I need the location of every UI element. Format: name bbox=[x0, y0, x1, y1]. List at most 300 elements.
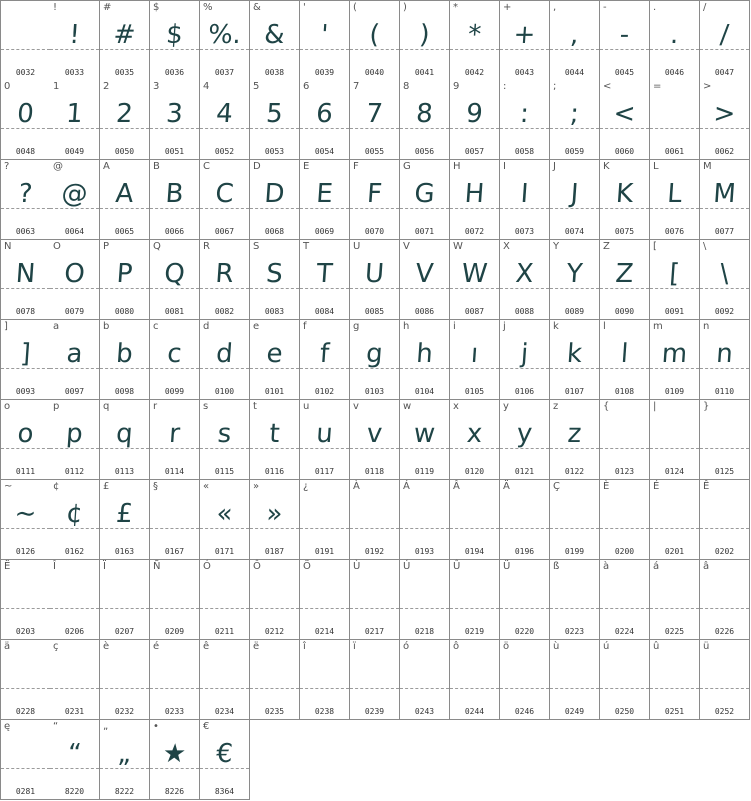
character-label: § bbox=[153, 481, 158, 492]
glyph-cell bbox=[100, 560, 150, 640]
character-code: 8222 bbox=[114, 787, 135, 796]
glyph-cell bbox=[450, 80, 500, 160]
baseline-guide bbox=[650, 528, 699, 529]
glyph-sample: [ bbox=[668, 259, 681, 289]
character-code: 0037 bbox=[214, 68, 235, 77]
character-code: 0080 bbox=[114, 307, 135, 316]
glyph-cell bbox=[100, 240, 150, 320]
glyph-cell bbox=[450, 240, 500, 320]
glyph-cell bbox=[0, 0, 51, 81]
character-code: 0123 bbox=[614, 467, 635, 476]
glyph-cell bbox=[650, 400, 700, 480]
glyph-cell bbox=[50, 0, 100, 81]
glyph-cell bbox=[50, 240, 100, 320]
glyph-sample: 1 bbox=[65, 99, 84, 129]
character-label: ï bbox=[353, 641, 356, 652]
character-label: Z bbox=[603, 241, 610, 252]
character-label: B bbox=[153, 161, 160, 172]
glyph-sample: ~ bbox=[13, 499, 38, 529]
character-code: 0073 bbox=[514, 227, 535, 236]
character-label: + bbox=[503, 2, 512, 13]
glyph-cell bbox=[500, 560, 550, 640]
character-code: 0067 bbox=[214, 227, 235, 236]
character-code: 8220 bbox=[64, 787, 85, 796]
glyph-cell bbox=[300, 480, 350, 560]
glyph-sample: n bbox=[715, 339, 734, 369]
baseline-guide bbox=[1, 768, 50, 769]
character-label: ( bbox=[353, 2, 357, 13]
glyph-cell bbox=[650, 160, 700, 240]
baseline-guide bbox=[400, 528, 449, 529]
character-code: 0082 bbox=[214, 307, 235, 316]
glyph-sample: » bbox=[265, 499, 284, 529]
character-code: 0045 bbox=[614, 68, 635, 77]
character-code: 0042 bbox=[464, 68, 485, 77]
glyph-sample: G bbox=[413, 179, 436, 209]
glyph-sample: / bbox=[719, 20, 730, 50]
character-label: ę bbox=[4, 721, 11, 732]
glyph-cell bbox=[0, 720, 51, 800]
glyph-cell bbox=[550, 320, 600, 400]
glyph-sample: ) bbox=[418, 20, 431, 50]
character-code: 0232 bbox=[114, 707, 135, 716]
character-code: 0072 bbox=[464, 227, 485, 236]
glyph-cell bbox=[350, 640, 400, 720]
character-label: ~ bbox=[4, 481, 13, 492]
character-code: 0093 bbox=[15, 387, 36, 396]
character-label: O bbox=[53, 241, 61, 252]
character-label: ü bbox=[703, 641, 710, 652]
glyph-sample: Z bbox=[614, 259, 635, 289]
character-code: 0076 bbox=[664, 227, 685, 236]
glyph-cell bbox=[500, 480, 550, 560]
glyph-cell bbox=[300, 80, 350, 160]
character-label: 5 bbox=[253, 81, 260, 92]
glyph-cell bbox=[300, 160, 350, 240]
baseline-guide bbox=[550, 528, 599, 529]
baseline-guide bbox=[700, 528, 749, 529]
glyph-cell bbox=[600, 80, 650, 160]
glyph-sample: U bbox=[363, 259, 386, 289]
glyph-cell bbox=[600, 320, 650, 400]
character-code: 0243 bbox=[414, 707, 435, 716]
glyph-sample: f bbox=[318, 339, 331, 369]
glyph-cell bbox=[250, 640, 300, 720]
character-code: 0114 bbox=[164, 467, 185, 476]
glyph-cell bbox=[300, 560, 350, 640]
glyph-cell bbox=[150, 480, 200, 560]
character-label: Ú bbox=[403, 561, 411, 572]
baseline-guide bbox=[350, 528, 399, 529]
glyph-sample: l bbox=[619, 339, 630, 369]
glyph-cell bbox=[500, 0, 550, 81]
character-label: ç bbox=[53, 641, 59, 652]
glyph-cell bbox=[150, 240, 200, 320]
glyph-cell bbox=[50, 560, 100, 640]
character-code: 0211 bbox=[214, 627, 235, 636]
character-label: á bbox=[653, 561, 660, 572]
glyph-cell bbox=[150, 0, 200, 81]
glyph-cell bbox=[350, 240, 400, 320]
character-code: 0098 bbox=[114, 387, 135, 396]
glyph-cell bbox=[200, 160, 250, 240]
glyph-sample: # bbox=[112, 20, 137, 50]
character-code: 0069 bbox=[314, 227, 335, 236]
character-label: Á bbox=[403, 481, 410, 492]
character-code: 0103 bbox=[364, 387, 385, 396]
glyph-cell bbox=[300, 400, 350, 480]
glyph-sample: + bbox=[512, 20, 537, 50]
glyph-sample: h bbox=[415, 339, 434, 369]
character-label: Ç bbox=[553, 481, 560, 492]
character-code: 0214 bbox=[314, 627, 335, 636]
glyph-sample: k bbox=[565, 339, 584, 369]
glyph-cell bbox=[300, 0, 350, 81]
glyph-cell bbox=[250, 160, 300, 240]
character-code: 0092 bbox=[714, 307, 735, 316]
character-label: » bbox=[253, 481, 260, 492]
baseline-guide bbox=[1, 49, 50, 50]
character-code: 0163 bbox=[114, 547, 135, 556]
glyph-cell bbox=[250, 560, 300, 640]
character-label: Î bbox=[53, 561, 56, 572]
character-code: 0111 bbox=[15, 467, 36, 476]
character-label: ú bbox=[603, 641, 610, 652]
character-code: 0091 bbox=[664, 307, 685, 316]
baseline-guide bbox=[300, 528, 349, 529]
character-code: 0046 bbox=[664, 68, 685, 77]
baseline-guide bbox=[100, 608, 149, 609]
glyph-sample: ı bbox=[469, 339, 480, 369]
glyph-cell bbox=[0, 640, 51, 720]
glyph-cell bbox=[200, 240, 250, 320]
glyph-cell bbox=[250, 480, 300, 560]
character-label: 8 bbox=[403, 81, 410, 92]
character-label: 2 bbox=[103, 81, 110, 92]
glyph-sample: I bbox=[519, 179, 530, 209]
character-label: v bbox=[353, 401, 359, 412]
character-code: 0084 bbox=[314, 307, 335, 316]
character-code: 0200 bbox=[614, 547, 635, 556]
character-code: 0104 bbox=[414, 387, 435, 396]
baseline-guide bbox=[300, 608, 349, 609]
character-code: 0102 bbox=[314, 387, 335, 396]
glyph-sample: M bbox=[712, 179, 737, 209]
glyph-sample: « bbox=[215, 499, 234, 529]
character-label: t bbox=[253, 401, 257, 412]
glyph-cell bbox=[550, 480, 600, 560]
character-code: 0217 bbox=[364, 627, 385, 636]
character-label: n bbox=[703, 321, 710, 332]
character-code: 0206 bbox=[64, 627, 85, 636]
glyph-sample: N bbox=[14, 259, 37, 289]
character-label: « bbox=[203, 481, 210, 492]
character-label: ö bbox=[503, 641, 510, 652]
baseline-guide bbox=[450, 528, 499, 529]
character-code: 0118 bbox=[364, 467, 385, 476]
character-code: 0109 bbox=[664, 387, 685, 396]
character-code: 0068 bbox=[264, 227, 285, 236]
character-code: 0194 bbox=[464, 547, 485, 556]
glyph-cell bbox=[100, 640, 150, 720]
character-code: 0086 bbox=[414, 307, 435, 316]
character-label: 6 bbox=[303, 81, 310, 92]
character-label: $ bbox=[153, 2, 160, 13]
character-code: 0187 bbox=[264, 547, 285, 556]
character-label: W bbox=[453, 241, 463, 252]
glyph-cell bbox=[0, 400, 51, 480]
character-code: 0058 bbox=[514, 147, 535, 156]
baseline-guide bbox=[300, 688, 349, 689]
character-code: 0124 bbox=[664, 467, 685, 476]
character-label: û bbox=[653, 641, 660, 652]
character-label: s bbox=[203, 401, 209, 412]
glyph-sample: C bbox=[214, 179, 235, 209]
character-code: 0083 bbox=[264, 307, 285, 316]
baseline-guide bbox=[650, 608, 699, 609]
character-code: 0235 bbox=[264, 707, 285, 716]
baseline-guide bbox=[250, 608, 299, 609]
glyph-cell bbox=[700, 560, 750, 640]
character-code: 0088 bbox=[514, 307, 535, 316]
character-label: Ñ bbox=[153, 561, 161, 572]
character-label: V bbox=[403, 241, 410, 252]
character-label: 7 bbox=[353, 81, 360, 92]
character-code: 8364 bbox=[214, 787, 235, 796]
glyph-sample: < bbox=[612, 99, 637, 129]
character-label: Y bbox=[553, 241, 560, 252]
character-code: 0071 bbox=[414, 227, 435, 236]
character-code: 0074 bbox=[564, 227, 585, 236]
glyph-cell bbox=[400, 160, 450, 240]
glyph-cell bbox=[0, 80, 51, 160]
character-label: a bbox=[53, 321, 60, 332]
baseline-guide bbox=[600, 608, 649, 609]
character-code: 0224 bbox=[614, 627, 635, 636]
character-label: . bbox=[653, 2, 657, 13]
glyph-sample: 7 bbox=[365, 99, 384, 129]
character-code: 0099 bbox=[164, 387, 185, 396]
glyph-cell bbox=[150, 320, 200, 400]
glyph-sample: m bbox=[660, 339, 689, 369]
baseline-guide bbox=[250, 688, 299, 689]
character-label: à bbox=[603, 561, 610, 572]
glyph-sample: q bbox=[115, 419, 134, 449]
glyph-cell bbox=[350, 160, 400, 240]
glyph-cell bbox=[100, 80, 150, 160]
character-label: “ bbox=[53, 721, 59, 732]
glyph-sample: - bbox=[618, 20, 631, 50]
character-code: 0250 bbox=[614, 707, 635, 716]
glyph-sample: S bbox=[265, 259, 284, 289]
character-code: 0048 bbox=[15, 147, 36, 156]
character-code: 0051 bbox=[164, 147, 185, 156]
character-code: 0121 bbox=[514, 467, 535, 476]
character-label: Ë bbox=[4, 561, 11, 572]
glyph-cell bbox=[700, 0, 750, 81]
glyph-cell bbox=[350, 400, 400, 480]
character-label: / bbox=[703, 2, 707, 13]
baseline-guide bbox=[500, 528, 549, 529]
character-label: , bbox=[553, 2, 557, 13]
glyph-cell bbox=[200, 400, 250, 480]
glyph-cell bbox=[350, 560, 400, 640]
character-label: > bbox=[703, 81, 712, 92]
glyph-cell bbox=[200, 80, 250, 160]
character-code: 0113 bbox=[114, 467, 135, 476]
glyph-cell bbox=[450, 480, 500, 560]
glyph-sample: z bbox=[566, 419, 583, 449]
character-label: y bbox=[503, 401, 509, 412]
glyph-sample: 6 bbox=[315, 99, 334, 129]
glyph-sample: H bbox=[463, 179, 486, 209]
glyph-cell bbox=[450, 400, 500, 480]
character-label: A bbox=[103, 161, 110, 172]
character-code: 0220 bbox=[514, 627, 535, 636]
glyph-sample: € bbox=[215, 739, 234, 769]
character-label: G bbox=[403, 161, 411, 172]
character-label: ä bbox=[4, 641, 11, 652]
glyph-sample: 8 bbox=[415, 99, 434, 129]
glyph-cell bbox=[200, 720, 250, 800]
character-label: H bbox=[453, 161, 461, 172]
character-code: 0052 bbox=[214, 147, 235, 156]
glyph-sample: w bbox=[412, 419, 437, 449]
glyph-sample: R bbox=[214, 259, 235, 289]
character-code: 0162 bbox=[64, 547, 85, 556]
baseline-guide bbox=[650, 448, 699, 449]
glyph-sample: ¢ bbox=[65, 499, 84, 529]
character-label: Ê bbox=[703, 481, 710, 492]
character-label: U bbox=[353, 241, 361, 252]
character-code: 0226 bbox=[714, 627, 735, 636]
character-code: 0115 bbox=[214, 467, 235, 476]
glyph-sample: 9 bbox=[465, 99, 484, 129]
glyph-sample: ★ bbox=[161, 739, 188, 769]
glyph-cell bbox=[50, 640, 100, 720]
glyph-sample: B bbox=[164, 179, 185, 209]
character-label: * bbox=[453, 2, 458, 13]
baseline-guide bbox=[1, 608, 50, 609]
character-code: 0223 bbox=[564, 627, 585, 636]
character-code: 0219 bbox=[464, 627, 485, 636]
character-code: 0033 bbox=[64, 68, 85, 77]
character-label: M bbox=[703, 161, 712, 172]
glyph-cell bbox=[150, 400, 200, 480]
glyph-cell bbox=[200, 320, 250, 400]
character-code: 0238 bbox=[314, 707, 335, 716]
glyph-sample: 0 bbox=[16, 99, 35, 129]
glyph-cell bbox=[550, 640, 600, 720]
glyph-cell bbox=[650, 560, 700, 640]
character-code: 0087 bbox=[464, 307, 485, 316]
glyph-cell bbox=[50, 160, 100, 240]
character-code: 0119 bbox=[414, 467, 435, 476]
glyph-cell bbox=[550, 400, 600, 480]
baseline-guide bbox=[450, 688, 499, 689]
character-code: 0281 bbox=[15, 787, 36, 796]
character-label: è bbox=[103, 641, 110, 652]
character-label: ] bbox=[4, 321, 8, 332]
glyph-cell bbox=[550, 0, 600, 81]
character-label: [ bbox=[653, 241, 657, 252]
glyph-sample: , bbox=[569, 20, 580, 50]
glyph-sample: p bbox=[65, 419, 84, 449]
character-code: 0202 bbox=[714, 547, 735, 556]
baseline-guide bbox=[600, 688, 649, 689]
baseline-guide bbox=[50, 688, 99, 689]
character-code: 0100 bbox=[214, 387, 235, 396]
glyph-sample: W bbox=[460, 259, 489, 289]
glyph-cell bbox=[600, 160, 650, 240]
character-code: 0231 bbox=[64, 707, 85, 716]
glyph-sample: g bbox=[365, 339, 384, 369]
glyph-cell bbox=[350, 480, 400, 560]
glyph-cell bbox=[450, 0, 500, 81]
glyph-cell bbox=[400, 560, 450, 640]
glyph-cell bbox=[650, 240, 700, 320]
character-label: f bbox=[303, 321, 307, 332]
character-label: J bbox=[553, 161, 556, 172]
glyph-sample: d bbox=[215, 339, 234, 369]
glyph-sample: 2 bbox=[115, 99, 134, 129]
character-label: ó bbox=[403, 641, 410, 652]
glyph-cell bbox=[0, 480, 51, 560]
character-label: & bbox=[253, 2, 261, 13]
glyph-cell bbox=[450, 160, 500, 240]
character-label: £ bbox=[103, 481, 110, 492]
character-label: É bbox=[653, 481, 660, 492]
character-code: 0116 bbox=[264, 467, 285, 476]
character-label: = bbox=[653, 81, 662, 92]
character-code: 0061 bbox=[664, 147, 685, 156]
character-label: ? bbox=[4, 161, 10, 172]
baseline-guide bbox=[1, 688, 50, 689]
character-code: 0112 bbox=[64, 467, 85, 476]
character-label: é bbox=[153, 641, 160, 652]
baseline-guide bbox=[400, 608, 449, 609]
character-label: Â bbox=[453, 481, 460, 492]
character-label: ) bbox=[403, 2, 407, 13]
baseline-guide bbox=[550, 688, 599, 689]
character-label: 0 bbox=[4, 81, 11, 92]
glyph-sample: b bbox=[115, 339, 134, 369]
glyph-sample: £ bbox=[115, 499, 134, 529]
character-code: 0191 bbox=[314, 547, 335, 556]
character-code: 0212 bbox=[264, 627, 285, 636]
character-code: 0079 bbox=[64, 307, 85, 316]
baseline-guide bbox=[650, 688, 699, 689]
character-label: È bbox=[603, 481, 610, 492]
glyph-sample: o bbox=[16, 419, 35, 449]
character-code: 0036 bbox=[164, 68, 185, 77]
character-code: 0075 bbox=[614, 227, 635, 236]
character-label: z bbox=[553, 401, 559, 412]
character-label: Ù bbox=[353, 561, 361, 572]
character-label: 1 bbox=[53, 81, 60, 92]
character-code: 0209 bbox=[164, 627, 185, 636]
glyph-sample: t bbox=[268, 419, 281, 449]
glyph-cell bbox=[600, 480, 650, 560]
character-code: 0047 bbox=[714, 68, 735, 77]
character-label: P bbox=[103, 241, 110, 252]
glyph-sample: ; bbox=[569, 99, 580, 129]
glyph-cell bbox=[650, 480, 700, 560]
character-code: 0055 bbox=[364, 147, 385, 156]
glyph-sample: \ bbox=[719, 259, 730, 289]
character-code: 0081 bbox=[164, 307, 185, 316]
glyph-sample: %. bbox=[206, 20, 243, 50]
